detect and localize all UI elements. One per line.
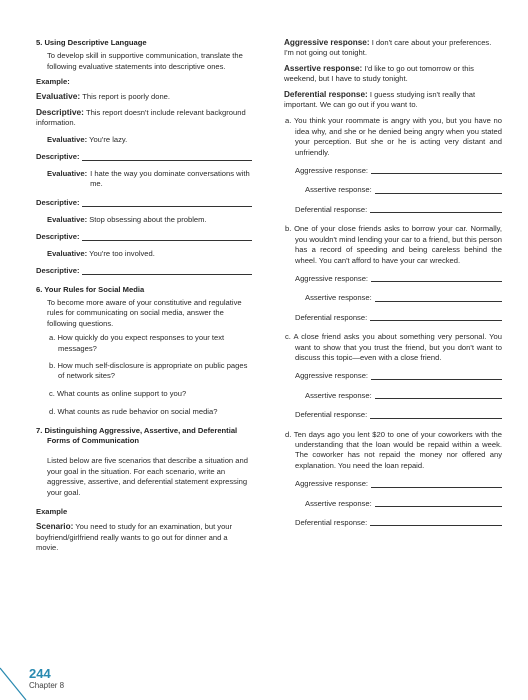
resp-aggressive-label: Aggressive response: [295, 479, 369, 489]
assertive-response-blank[interactable] [375, 398, 502, 399]
scenario-c-text: c. A close friend asks you about something very personal. You want to show that you trust the friend, but you don't want to discuss this topic—even with a close friend. [285, 332, 502, 362]
question-a: a. How quickly do you expect responses to your text messages? [49, 333, 225, 353]
example-evaluative [36, 91, 252, 102]
scenario-d [284, 430, 502, 529]
pair-2 [36, 169, 252, 209]
aggressive-response-blank[interactable] [371, 173, 502, 174]
section-7-title: 7. Distinguishing Aggressive, Assertive, and Deferential Forms of Communication [36, 425, 238, 445]
aggressive-response-blank[interactable] [371, 379, 502, 380]
resp-deferential-label: Deferential response: [295, 312, 368, 322]
pair-desc-blank[interactable] [82, 206, 252, 207]
pair-desc-label: Descriptive: [36, 232, 80, 242]
page-number: 244 [29, 666, 51, 681]
example-desc-label: Descriptive: [36, 107, 84, 118]
example-eval-label: Evaluative: [36, 90, 81, 101]
example-assertive [284, 64, 502, 85]
left-column [36, 38, 252, 554]
scenario-b-text: b. One of your close friends asks to borrow your car. Normally, you wouldn't mind lending your car to a friend, but this person has a record of speeding and being careless behind the wheel. You can't afford to have your car wrecked. [285, 224, 502, 265]
scenario-label: Scenario: [36, 522, 74, 532]
example-aggressive [284, 38, 502, 59]
scenario-example [36, 522, 252, 553]
pair-desc-label: Descriptive: [36, 198, 80, 208]
resp-assertive-label: Assertive response: [305, 293, 372, 303]
resp-deferential-label: Deferential response: [295, 204, 368, 214]
scenario-c [284, 332, 502, 420]
resp-deferential-label: Deferential response: [295, 410, 368, 420]
resp-assertive-label: Assertive response: [305, 185, 372, 195]
assertive-response-blank[interactable] [375, 506, 502, 507]
section-6-title: 6. Your Rules for Social Media [36, 284, 145, 294]
section-6-questions [36, 333, 252, 417]
pair-eval-label: Evaluative: [47, 134, 88, 144]
assertive-text: I'd like to go out tomorrow or this weekend, but I have to study tonight. [284, 63, 474, 84]
section-5-intro: To develop skill in supportive communication, translate the following evaluative statements into descriptive ones. [47, 51, 243, 71]
resp-aggressive-label: Aggressive response: [295, 371, 369, 381]
deferential-response-blank[interactable] [370, 525, 502, 526]
aggressive-label: Aggressive response: [284, 38, 370, 47]
section-7-intro: Listed below are five scenarios that describe a situation and your goal in the situation. For each scenario, write an aggressive, assertive, and deferential statement expressing your goal. [47, 456, 248, 497]
example-descriptive [36, 107, 252, 129]
assertive-response-blank[interactable] [375, 301, 502, 302]
aggressive-response-blank[interactable] [371, 281, 502, 282]
pair-desc-blank[interactable] [82, 274, 252, 275]
section-5-title: 5. Using Descriptive Language [36, 38, 147, 47]
pair-4 [36, 249, 252, 277]
resp-assertive-label: Assertive response: [305, 498, 372, 508]
pair-desc-blank[interactable] [82, 240, 252, 241]
scenario-text: You need to study for an examination, but your boyfriend/girlfriend really wants to go out for dinner and a movie. [36, 522, 233, 553]
deferential-response-blank[interactable] [370, 212, 502, 213]
aggressive-text: I don't care about your preferences. I'm not going out tonight. [284, 38, 492, 58]
section-7-example-label: Example [36, 507, 68, 516]
resp-aggressive-label: Aggressive response: [295, 166, 369, 176]
deferential-label: Deferential response: [284, 89, 368, 99]
chapter-label: Chapter 8 [29, 681, 65, 690]
pair-desc-label: Descriptive: [36, 152, 80, 162]
example-label: Example: [36, 77, 70, 87]
deferential-text: I guess studying isn't really that important. We can go out if you want to. [284, 89, 476, 110]
question-b: b. How much self-disclosure is appropriate on public pages of network sites? [49, 360, 248, 381]
resp-deferential-label: Deferential response: [295, 518, 368, 527]
question-d: d. What counts as rude behavior on social media? [49, 407, 218, 417]
deferential-response-blank[interactable] [370, 418, 502, 419]
pair-eval-label: Evaluative: [47, 168, 88, 178]
right-column [284, 38, 502, 528]
scenario-a-text: a. You think your roommate is angry with you, but you have no idea why, and she or he denied being angry when you stated your perception. But she or he is acting very distant and unfriendly. [285, 116, 502, 157]
example-desc-text: This report doesn't include relevant background information. [36, 108, 246, 128]
pair-eval-text: I hate the way you dominate conversations with me. [90, 168, 250, 189]
pair-eval-text: You're too involved. [89, 248, 155, 258]
example-deferential [284, 90, 502, 111]
pair-eval-label: Evaluative: [47, 248, 88, 258]
aggressive-response-blank[interactable] [371, 487, 502, 488]
example-eval-text: This report is poorly done. [82, 91, 171, 101]
scenario-a [284, 116, 502, 215]
question-c: c. What counts as online support to you? [49, 388, 187, 398]
resp-assertive-label: Assertive response: [305, 390, 372, 400]
section-6-intro: To become more aware of your constitutive and regulative rules for communicating on social media, answer the following questions. [47, 297, 242, 328]
pair-desc-label: Descriptive: [36, 266, 80, 276]
pair-desc-blank[interactable] [82, 160, 252, 161]
pair-3 [36, 215, 252, 243]
pair-1 [36, 135, 252, 163]
pair-eval-label: Evaluative: [47, 214, 88, 224]
assertive-response-blank[interactable] [375, 193, 502, 194]
scenario-b [284, 224, 502, 323]
deferential-response-blank[interactable] [370, 320, 502, 321]
resp-aggressive-label: Aggressive response: [295, 273, 369, 283]
assertive-label: Assertive response: [284, 63, 363, 73]
scenario-d-text: d. Ten days ago you lent $20 to one of your coworkers with the understanding that the loan would be repaid within a week. The coworker has not repaid the money nor offered any explanation. You need the loan repaid. [285, 429, 502, 470]
pair-eval-text: You're lazy. [89, 134, 128, 144]
pair-eval-text: Stop obsessing about the problem. [89, 214, 207, 224]
